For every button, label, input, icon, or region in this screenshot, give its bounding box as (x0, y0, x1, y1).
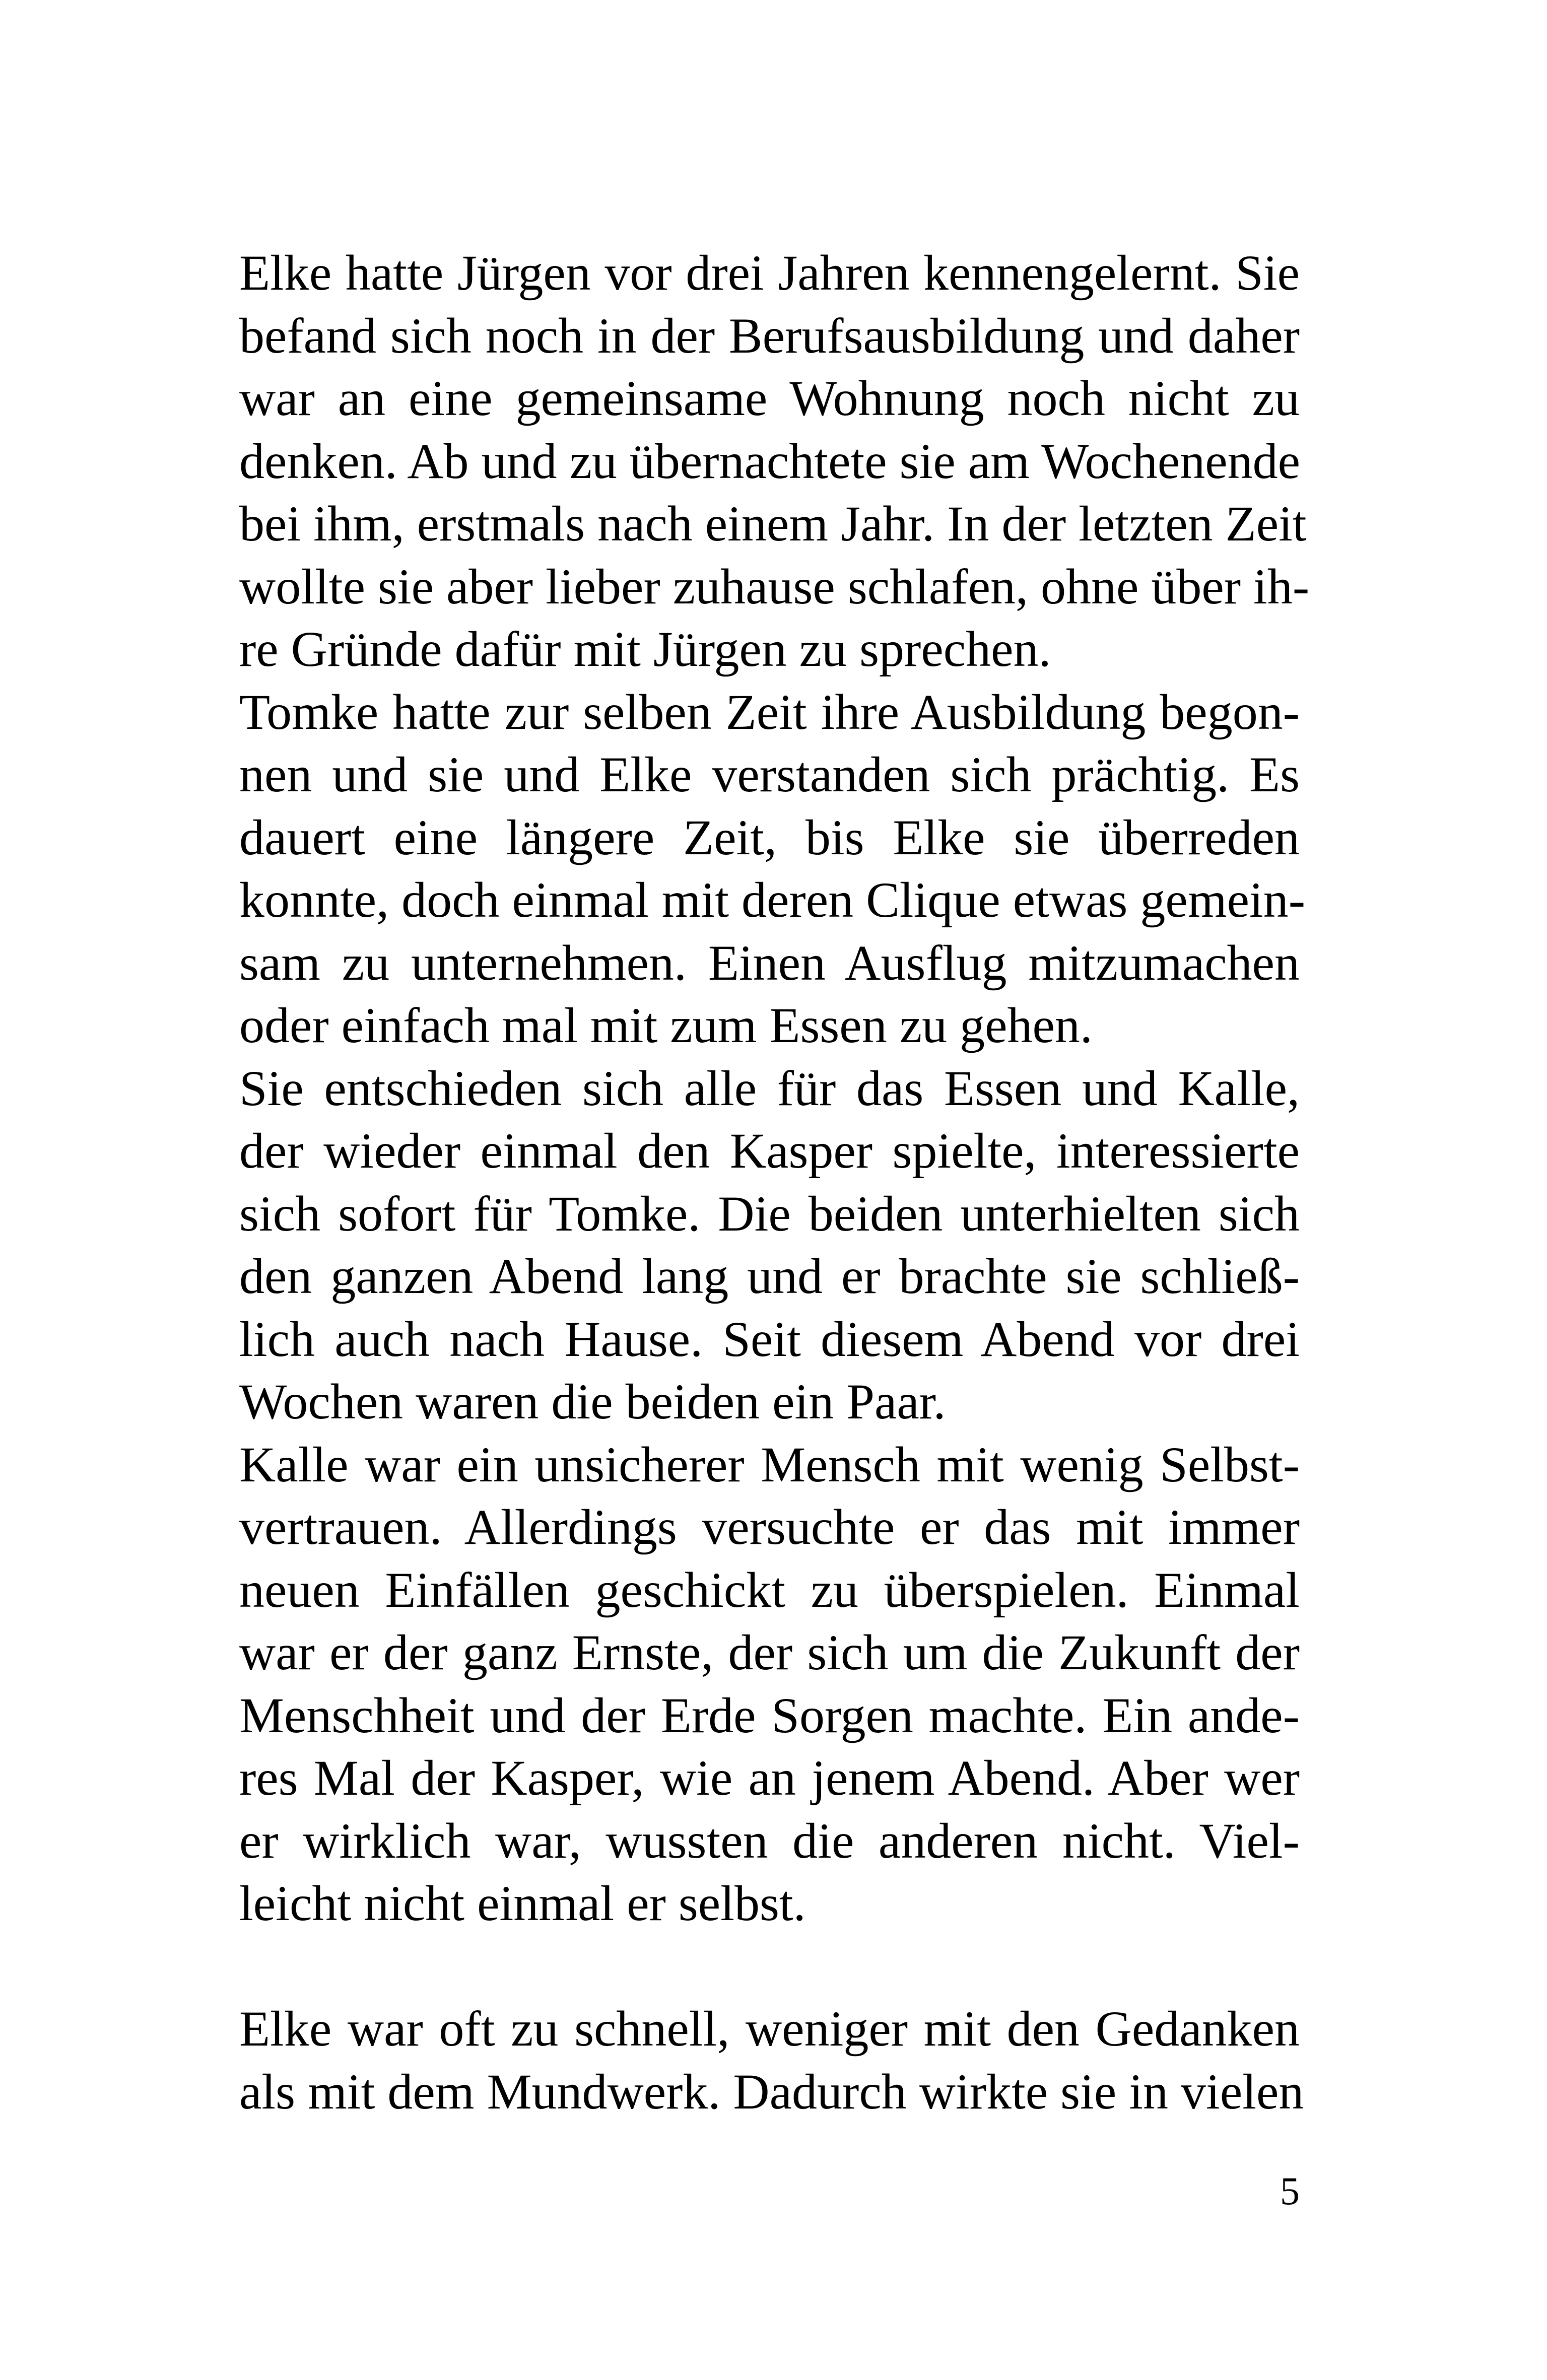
text-line: Kalle war ein unsicherer Mensch mit wenig Selbst- (239, 1436, 1300, 1492)
paragraph-5 (239, 1998, 1304, 2123)
page-number: 5 (1280, 2169, 1300, 2213)
text-line: war an eine gemeinsame Wohnung noch nicht zu (239, 370, 1300, 426)
text-line: dauert eine längere Zeit, bis Elke sie überreden (239, 809, 1300, 865)
text-line: befand sich noch in der Berufsausbildung und daher (239, 307, 1300, 364)
text-line: er wirklich war, wussten die anderen nicht. Viel- (239, 1812, 1300, 1869)
text-line: lich auch nach Hause. Seit diesem Abend vor drei (239, 1311, 1300, 1367)
paragraph-2 (239, 681, 1306, 1057)
text-line: Sie entschieden sich alle für das Essen und Kalle, (239, 1060, 1300, 1116)
text-line: war er der ganz Ernste, der sich um die Zukunft der (239, 1624, 1300, 1680)
text-line: Elke hatte Jürgen vor drei Jahren kennengelernt. Sie (239, 245, 1300, 301)
text-line: Wochen waren die beiden ein Paar. (239, 1374, 946, 1430)
text-line: wollte sie aber lieber zuhause schlafen, ohne über ih- (239, 558, 1310, 615)
text-line: bei ihm, erstmals nach einem Jahr. In der letzten Zeit (239, 496, 1307, 552)
text-line: neuen Einfällen geschickt zu überspielen. Einmal (239, 1561, 1300, 1618)
section-break (239, 1935, 1300, 1998)
text-line: sam zu unternehmen. Einen Ausflug mitzumachen (239, 934, 1300, 991)
text-line: Elke war oft zu schnell, weniger mit den Gedanken (239, 2001, 1300, 2057)
text-line: der wieder einmal den Kasper spielte, interessierte (239, 1123, 1300, 1179)
paragraph-3 (239, 1057, 1300, 1434)
text-line: Tomke hatte zur selben Zeit ihre Ausbildung begon- (239, 684, 1300, 740)
text-line: als mit dem Mundwerk. Dadurch wirkte sie in vielen (239, 2063, 1304, 2120)
text-line: konnte, doch einmal mit deren Clique etwas gemein- (239, 872, 1306, 928)
paragraph-1 (239, 242, 1310, 681)
text-line: vertrauen. Allerdings versuchte er das mit immer (239, 1499, 1300, 1555)
text-line: nen und sie und Elke verstanden sich prächtig. Es (239, 746, 1300, 802)
text-line: oder einfach mal mit zum Essen zu gehen. (239, 997, 1093, 1053)
text-line: res Mal der Kasper, wie an jenem Abend. Aber wer (239, 1750, 1300, 1806)
text-line: denken. Ab und zu übernachtete sie am Wochenende (239, 433, 1301, 489)
text-line: re Gründe dafür mit Jürgen zu sprechen. (239, 621, 1051, 677)
text-line: Menschheit und der Erde Sorgen machte. Ein ande- (239, 1687, 1300, 1743)
body-text (239, 242, 1310, 2123)
text-line: sich sofort für Tomke. Die beiden unterhielten sich (239, 1185, 1300, 1242)
paragraph-4 (239, 1434, 1300, 1935)
text-line: den ganzen Abend lang und er brachte sie schließ- (239, 1248, 1300, 1304)
text-line: leicht nicht einmal er selbst. (239, 1875, 806, 1931)
